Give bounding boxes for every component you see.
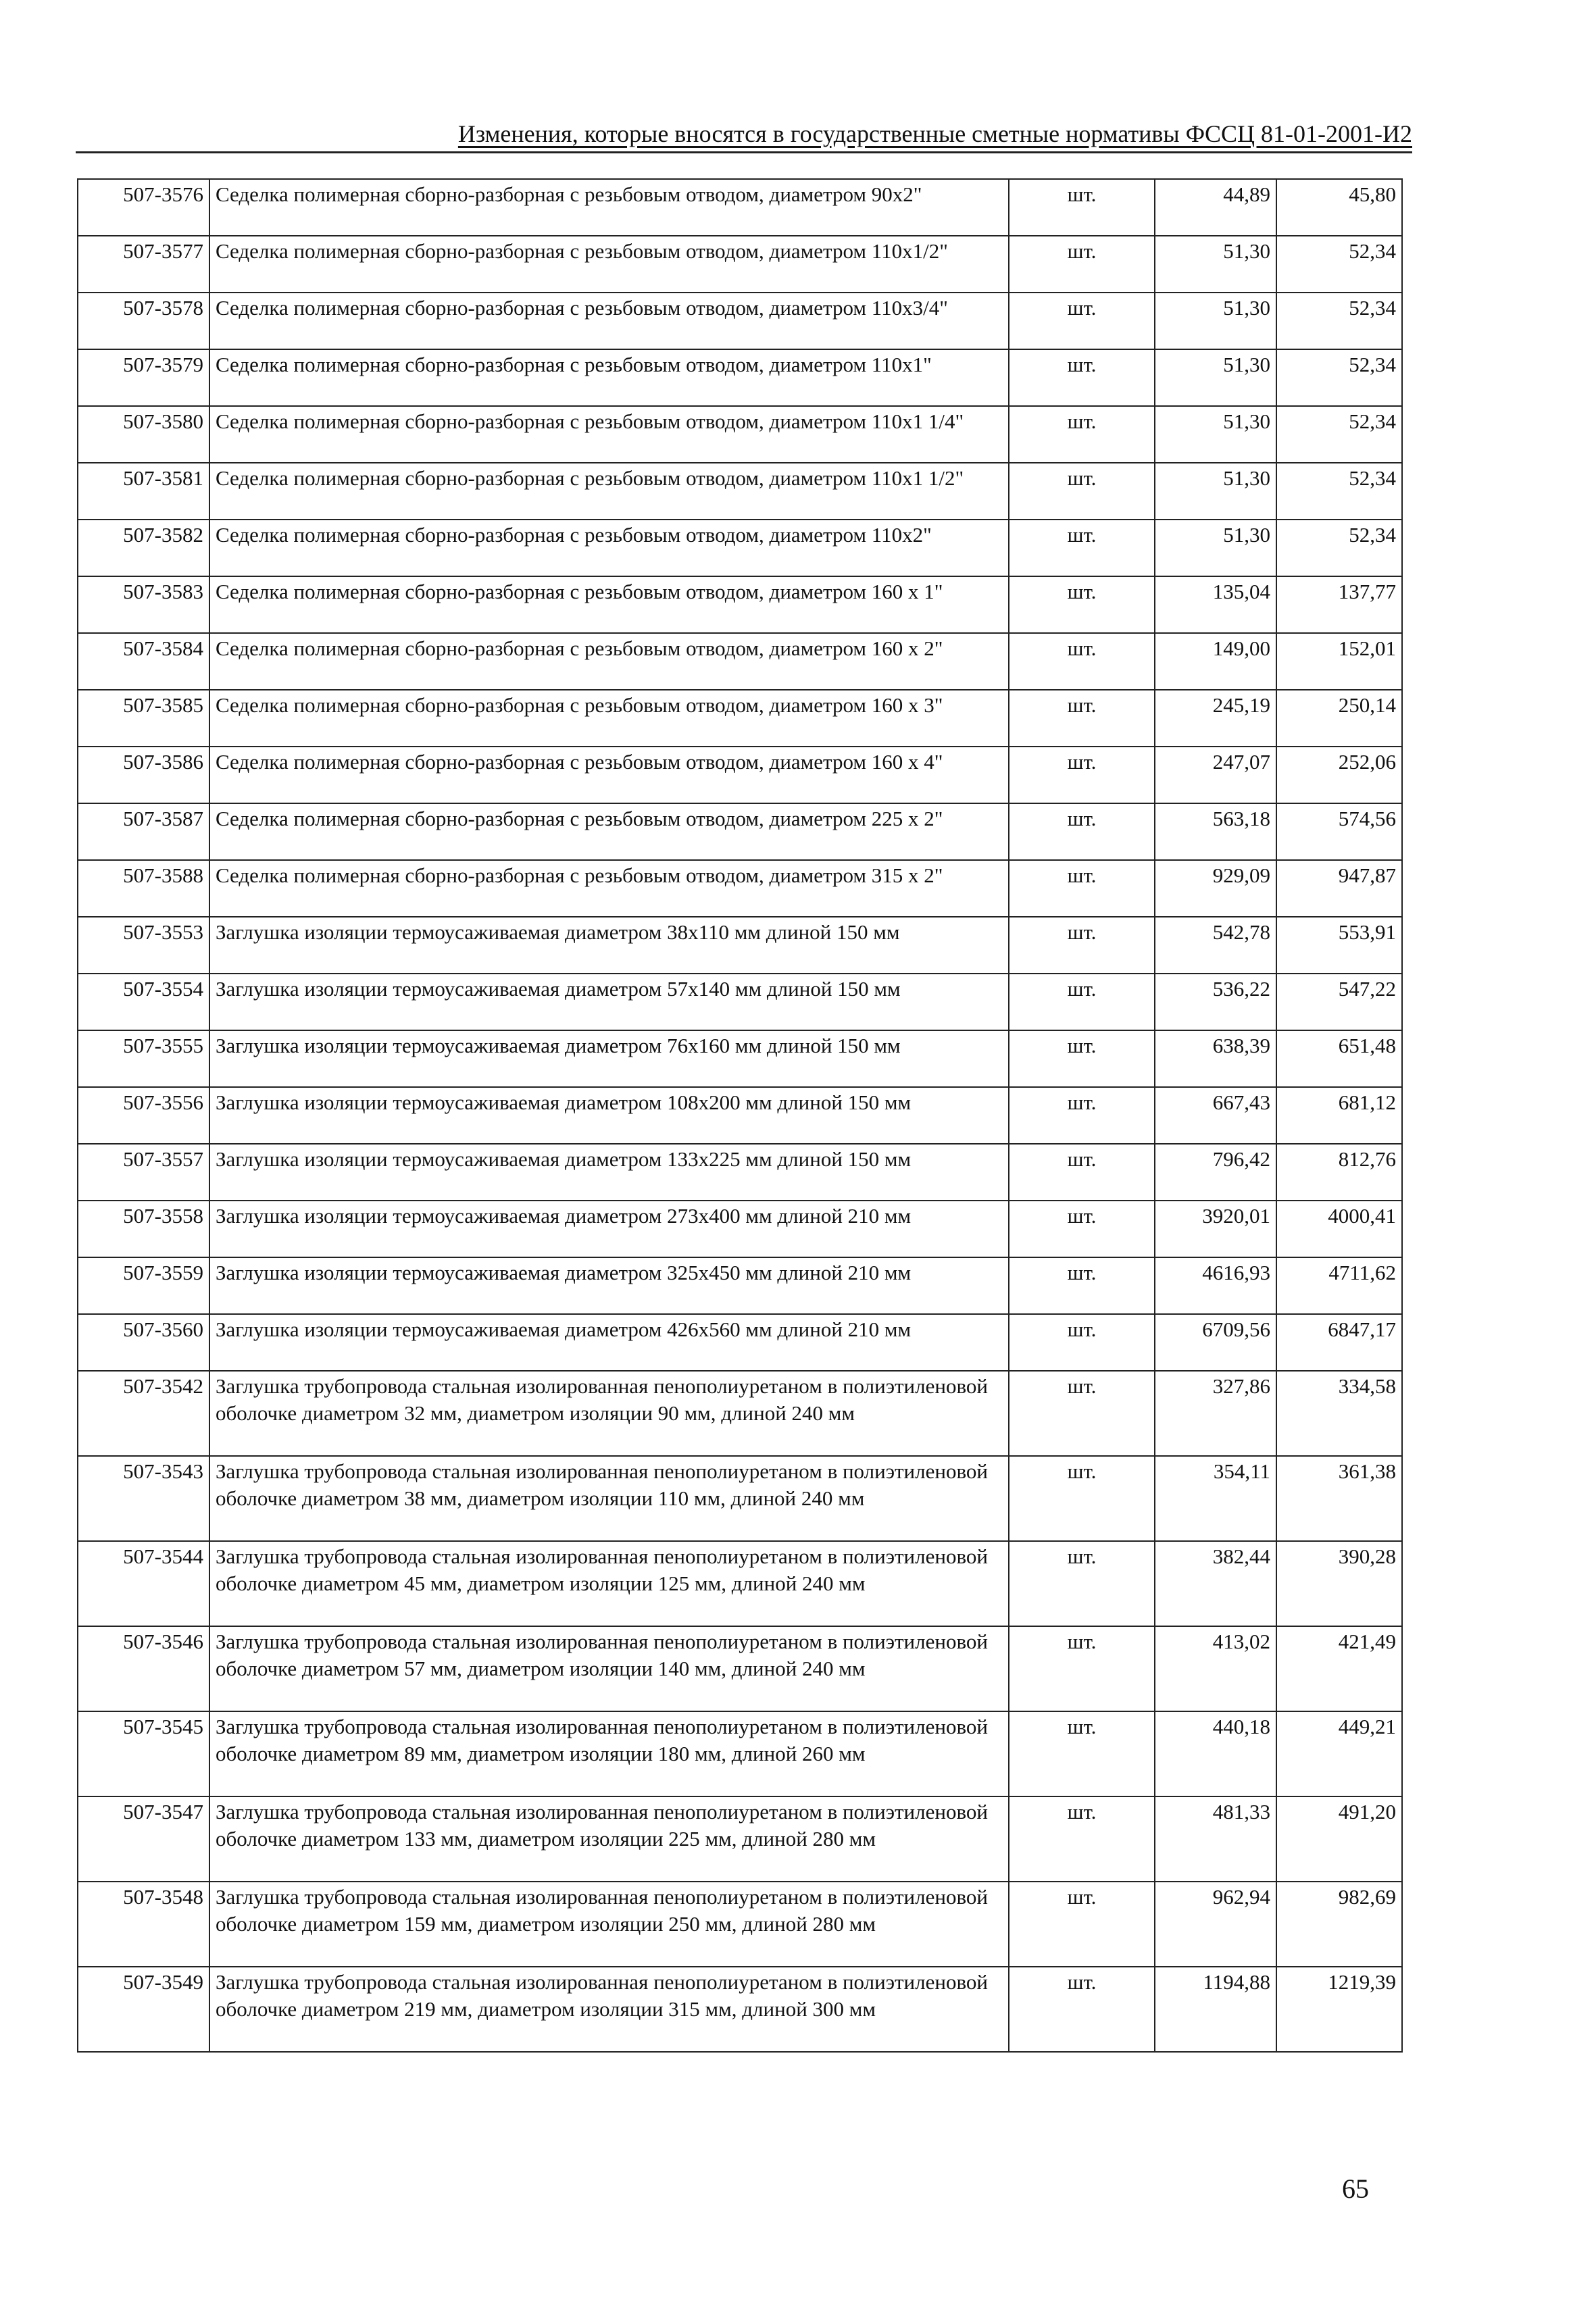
row-price-2: 152,01 (1276, 633, 1402, 690)
row-code: 507-3553 (78, 917, 209, 974)
table-row (78, 1314, 1402, 1371)
row-code: 507-3549 (78, 1967, 209, 2052)
row-unit: шт. (1009, 1257, 1155, 1314)
row-name: Заглушка изоляции термоусаживаемая диаметром 325х450 мм длиной 210 мм (209, 1257, 1009, 1314)
page-number: 65 (1342, 2173, 1369, 2204)
row-price-1: 51,30 (1155, 463, 1276, 520)
row-name: Седелка полимерная сборно-разборная с резьбовым отводом, диаметром 110х1" (209, 349, 1009, 406)
row-price-1: 44,89 (1155, 179, 1276, 236)
table-row (78, 803, 1402, 860)
row-name: Заглушка изоляции термоусаживаемая диаметром 57х140 мм длиной 150 мм (209, 974, 1009, 1030)
table-row (78, 520, 1402, 576)
row-name: Заглушка изоляции термоусаживаемая диаметром 76х160 мм длиной 150 мм (209, 1030, 1009, 1087)
row-price-1: 1194,88 (1155, 1967, 1276, 2052)
price-table (77, 178, 1403, 2053)
row-price-1: 796,42 (1155, 1144, 1276, 1201)
row-code: 507-3578 (78, 293, 209, 349)
row-price-2: 250,14 (1276, 690, 1402, 747)
table-row (78, 349, 1402, 406)
table-row (78, 463, 1402, 520)
row-code: 507-3557 (78, 1144, 209, 1201)
row-unit: шт. (1009, 520, 1155, 576)
table-row (78, 576, 1402, 633)
row-price-1: 563,18 (1155, 803, 1276, 860)
table-row (78, 1087, 1402, 1144)
row-name: Заглушка трубопровода стальная изолированная пенополиуретаном в полиэтиленовой оболочке диаметром 45 мм, диаметром изоляции 125 мм, длиной 240 мм (209, 1541, 1009, 1626)
table-row (78, 690, 1402, 747)
row-price-1: 440,18 (1155, 1711, 1276, 1796)
row-name: Седелка полимерная сборно-разборная с резьбовым отводом, диаметром 160 х 1" (209, 576, 1009, 633)
row-price-2: 137,77 (1276, 576, 1402, 633)
row-unit: шт. (1009, 293, 1155, 349)
row-price-1: 382,44 (1155, 1541, 1276, 1626)
row-code: 507-3558 (78, 1201, 209, 1257)
table-row (78, 1541, 1402, 1626)
row-unit: шт. (1009, 236, 1155, 293)
row-code: 507-3542 (78, 1371, 209, 1456)
row-price-2: 52,34 (1276, 463, 1402, 520)
table-body (78, 179, 1402, 2052)
row-price-2: 4711,62 (1276, 1257, 1402, 1314)
row-price-2: 982,69 (1276, 1882, 1402, 1967)
row-unit: шт. (1009, 803, 1155, 860)
table-row (78, 974, 1402, 1030)
row-name: Заглушка изоляции термоусаживаемая диаметром 38х110 мм длиной 150 мм (209, 917, 1009, 974)
row-code: 507-3547 (78, 1796, 209, 1882)
row-name: Седелка полимерная сборно-разборная с резьбовым отводом, диаметром 160 х 4" (209, 747, 1009, 803)
row-price-1: 354,11 (1155, 1456, 1276, 1541)
table-row (78, 1257, 1402, 1314)
row-unit: шт. (1009, 633, 1155, 690)
row-unit: шт. (1009, 1967, 1155, 2052)
row-price-2: 252,06 (1276, 747, 1402, 803)
table-row (78, 1967, 1402, 2052)
row-code: 507-3548 (78, 1882, 209, 1967)
row-price-1: 247,07 (1155, 747, 1276, 803)
row-code: 507-3584 (78, 633, 209, 690)
row-code: 507-3587 (78, 803, 209, 860)
row-unit: шт. (1009, 1711, 1155, 1796)
row-price-2: 1219,39 (1276, 1967, 1402, 2052)
row-price-2: 491,20 (1276, 1796, 1402, 1882)
row-name: Заглушка изоляции термоусаживаемая диаметром 108х200 мм длиной 150 мм (209, 1087, 1009, 1144)
row-unit: шт. (1009, 179, 1155, 236)
row-unit: шт. (1009, 1030, 1155, 1087)
row-price-1: 6709,56 (1155, 1314, 1276, 1371)
row-price-1: 536,22 (1155, 974, 1276, 1030)
table-row (78, 236, 1402, 293)
row-code: 507-3560 (78, 1314, 209, 1371)
row-name: Седелка полимерная сборно-разборная с резьбовым отводом, диаметром 110х2" (209, 520, 1009, 576)
row-price-2: 45,80 (1276, 179, 1402, 236)
row-name: Седелка полимерная сборно-разборная с резьбовым отводом, диаметром 315 х 2" (209, 860, 1009, 917)
row-price-1: 3920,01 (1155, 1201, 1276, 1257)
row-price-1: 51,30 (1155, 520, 1276, 576)
row-price-2: 812,76 (1276, 1144, 1402, 1201)
row-price-1: 929,09 (1155, 860, 1276, 917)
row-code: 507-3577 (78, 236, 209, 293)
row-price-1: 51,30 (1155, 406, 1276, 463)
row-price-1: 327,86 (1155, 1371, 1276, 1456)
row-price-2: 334,58 (1276, 1371, 1402, 1456)
row-code: 507-3543 (78, 1456, 209, 1541)
row-price-2: 361,38 (1276, 1456, 1402, 1541)
row-price-2: 6847,17 (1276, 1314, 1402, 1371)
table-row (78, 179, 1402, 236)
table-row (78, 1371, 1402, 1456)
row-price-1: 667,43 (1155, 1087, 1276, 1144)
row-unit: шт. (1009, 406, 1155, 463)
table-row (78, 1711, 1402, 1796)
row-unit: шт. (1009, 747, 1155, 803)
row-price-2: 553,91 (1276, 917, 1402, 974)
row-unit: шт. (1009, 463, 1155, 520)
row-name: Седелка полимерная сборно-разборная с резьбовым отводом, диаметром 110х3/4" (209, 293, 1009, 349)
row-code: 507-3546 (78, 1626, 209, 1711)
row-name: Заглушка изоляции термоусаживаемая диаметром 273х400 мм длиной 210 мм (209, 1201, 1009, 1257)
row-code: 507-3588 (78, 860, 209, 917)
row-code: 507-3545 (78, 1711, 209, 1796)
row-code: 507-3554 (78, 974, 209, 1030)
row-name: Седелка полимерная сборно-разборная с резьбовым отводом, диаметром 90х2" (209, 179, 1009, 236)
row-name: Заглушка трубопровода стальная изолированная пенополиуретаном в полиэтиленовой оболочке диаметром 89 мм, диаметром изоляции 180 мм, длиной 260 мм (209, 1711, 1009, 1796)
table-row (78, 917, 1402, 974)
row-code: 507-3555 (78, 1030, 209, 1087)
table-row (78, 1882, 1402, 1967)
row-code: 507-3544 (78, 1541, 209, 1626)
row-price-2: 947,87 (1276, 860, 1402, 917)
row-price-1: 245,19 (1155, 690, 1276, 747)
row-price-2: 449,21 (1276, 1711, 1402, 1796)
table-row (78, 633, 1402, 690)
row-code: 507-3586 (78, 747, 209, 803)
row-code: 507-3576 (78, 179, 209, 236)
row-price-2: 52,34 (1276, 293, 1402, 349)
table-row (78, 1201, 1402, 1257)
table-row (78, 406, 1402, 463)
row-unit: шт. (1009, 1201, 1155, 1257)
row-unit: шт. (1009, 1796, 1155, 1882)
row-price-2: 574,56 (1276, 803, 1402, 860)
header-title: Изменения, которые вносятся в государственные сметные нормативы ФССЦ 81-01-2001-И2 (457, 120, 1412, 147)
row-unit: шт. (1009, 917, 1155, 974)
row-name: Заглушка трубопровода стальная изолированная пенополиуретаном в полиэтиленовой оболочке диаметром 159 мм, диаметром изоляции 250 мм, длиной 280 мм (209, 1882, 1009, 1967)
row-price-2: 651,48 (1276, 1030, 1402, 1087)
row-unit: шт. (1009, 974, 1155, 1030)
table-row (78, 293, 1402, 349)
table-row (78, 1144, 1402, 1201)
row-name: Седелка полимерная сборно-разборная с резьбовым отводом, диаметром 110х1 1/4" (209, 406, 1009, 463)
row-name: Заглушка трубопровода стальная изолированная пенополиуретаном в полиэтиленовой оболочке диаметром 32 мм, диаметром изоляции 90 мм, длиной 240 мм (209, 1371, 1009, 1456)
row-code: 507-3559 (78, 1257, 209, 1314)
row-name: Заглушка изоляции термоусаживаемая диаметром 133х225 мм длиной 150 мм (209, 1144, 1009, 1201)
row-price-1: 135,04 (1155, 576, 1276, 633)
table-row (78, 1796, 1402, 1882)
row-price-1: 51,30 (1155, 236, 1276, 293)
row-code: 507-3583 (78, 576, 209, 633)
row-name: Заглушка трубопровода стальная изолированная пенополиуретаном в полиэтиленовой оболочке диаметром 133 мм, диаметром изоляции 225 мм, длиной 280 мм (209, 1796, 1009, 1882)
row-unit: шт. (1009, 690, 1155, 747)
row-unit: шт. (1009, 1626, 1155, 1711)
row-name: Заглушка трубопровода стальная изолированная пенополиуретаном в полиэтиленовой оболочке диаметром 57 мм, диаметром изоляции 140 мм, длиной 240 мм (209, 1626, 1009, 1711)
row-price-1: 962,94 (1155, 1882, 1276, 1967)
row-unit: шт. (1009, 1314, 1155, 1371)
row-price-2: 52,34 (1276, 406, 1402, 463)
row-price-1: 638,39 (1155, 1030, 1276, 1087)
row-price-2: 681,12 (1276, 1087, 1402, 1144)
row-price-2: 547,22 (1276, 974, 1402, 1030)
row-name: Седелка полимерная сборно-разборная с резьбовым отводом, диаметром 110х1 1/2" (209, 463, 1009, 520)
row-code: 507-3582 (78, 520, 209, 576)
row-price-1: 51,30 (1155, 293, 1276, 349)
row-price-1: 149,00 (1155, 633, 1276, 690)
row-unit: шт. (1009, 1371, 1155, 1456)
table-row (78, 1030, 1402, 1087)
row-code: 507-3556 (78, 1087, 209, 1144)
page-header (76, 114, 1412, 153)
row-price-2: 4000,41 (1276, 1201, 1402, 1257)
row-unit: шт. (1009, 1541, 1155, 1626)
row-unit: шт. (1009, 576, 1155, 633)
table-row (78, 747, 1402, 803)
row-code: 507-3579 (78, 349, 209, 406)
row-price-1: 481,33 (1155, 1796, 1276, 1882)
row-price-2: 52,34 (1276, 349, 1402, 406)
table-row (78, 1456, 1402, 1541)
row-name: Седелка полимерная сборно-разборная с резьбовым отводом, диаметром 160 х 2" (209, 633, 1009, 690)
row-name: Заглушка трубопровода стальная изолированная пенополиуретаном в полиэтиленовой оболочке диаметром 38 мм, диаметром изоляции 110 мм, длиной 240 мм (209, 1456, 1009, 1541)
row-unit: шт. (1009, 1456, 1155, 1541)
table-row (78, 1626, 1402, 1711)
row-name: Седелка полимерная сборно-разборная с резьбовым отводом, диаметром 160 х 3" (209, 690, 1009, 747)
row-price-2: 52,34 (1276, 236, 1402, 293)
row-price-1: 4616,93 (1155, 1257, 1276, 1314)
row-unit: шт. (1009, 860, 1155, 917)
row-price-2: 421,49 (1276, 1626, 1402, 1711)
table-row (78, 860, 1402, 917)
row-price-2: 390,28 (1276, 1541, 1402, 1626)
row-name: Заглушка изоляции термоусаживаемая диаметром 426х560 мм длиной 210 мм (209, 1314, 1009, 1371)
row-code: 507-3581 (78, 463, 209, 520)
row-unit: шт. (1009, 1144, 1155, 1201)
row-unit: шт. (1009, 1882, 1155, 1967)
row-unit: шт. (1009, 349, 1155, 406)
row-code: 507-3585 (78, 690, 209, 747)
row-name: Седелка полимерная сборно-разборная с резьбовым отводом, диаметром 225 х 2" (209, 803, 1009, 860)
row-name: Седелка полимерная сборно-разборная с резьбовым отводом, диаметром 110х1/2" (209, 236, 1009, 293)
row-price-2: 52,34 (1276, 520, 1402, 576)
row-price-1: 51,30 (1155, 349, 1276, 406)
row-unit: шт. (1009, 1087, 1155, 1144)
row-name: Заглушка трубопровода стальная изолированная пенополиуретаном в полиэтиленовой оболочке диаметром 219 мм, диаметром изоляции 315 мм, длиной 300 мм (209, 1967, 1009, 2052)
row-code: 507-3580 (78, 406, 209, 463)
row-price-1: 413,02 (1155, 1626, 1276, 1711)
row-price-1: 542,78 (1155, 917, 1276, 974)
